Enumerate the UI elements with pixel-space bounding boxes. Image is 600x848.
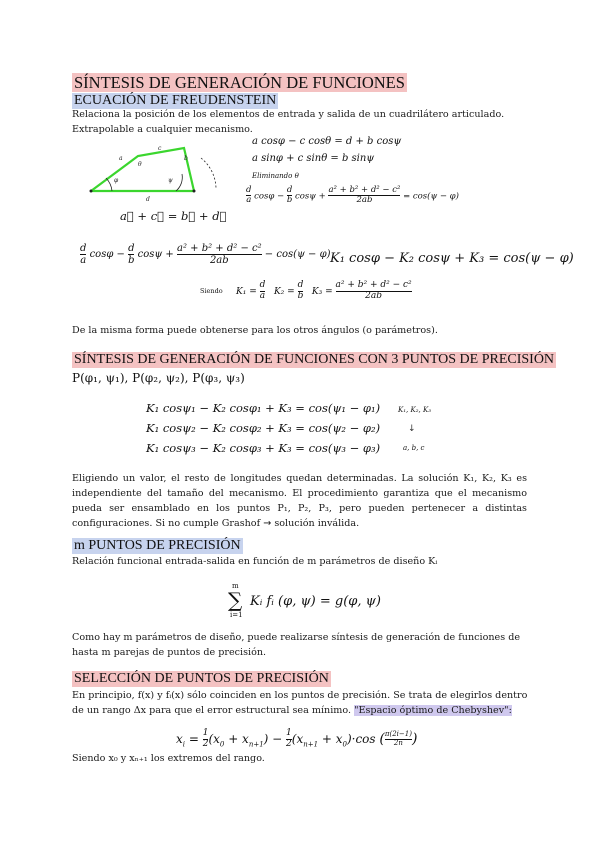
x-projection-equation: a cosφ − c cosθ = d + b cosψ [252, 136, 402, 147]
k3-numerator: a² + b² + d² − c² [335, 280, 412, 290]
section-heading-m-points: m PUNTOS DE PRECISIÓN [74, 538, 241, 553]
svg-text:b: b [184, 155, 188, 162]
system-equation-2: K₁ cosψ₂ − K₂ cosφ₂ + K₃ = cos(ψ₂ − φ₂) [146, 421, 381, 435]
svg-text:φ: φ [114, 177, 119, 184]
elimination-note: Eliminando θ [252, 172, 299, 180]
summation-icon: ∑ [228, 588, 243, 612]
small-fraction-denominator: 2ab [328, 195, 400, 205]
svg-text:a: a [119, 155, 123, 162]
side-note-unknowns: K₁, K₂, K₃ [398, 406, 432, 414]
three-points-paragraph-text: Eligiendo un valor, el resto de longitudes quedan determinadas. La solución K₁, K₂, K₃ es independiente del tamaño del mecanismo. El procedimiento garantiza que el mecanismo pueda ser ensamblado en los puntos P₁, P₂, P₃, pero pueden pertenecer a distintas configuraciones. Si no cumple Grashof [72, 473, 527, 529]
m-points-closing: Como hay m parámetros de diseño, puede realizarse síntesis de generación de funciones de hasta m parejas de puntos de precisión. [72, 632, 521, 658]
k-definitions: K₁ = $\frac{d}{a}$ K₂ = $\frac{d}{b}$ K₃ = $\frac{\text{a² + b² + d² − c²}}{2ab}$ [236, 280, 412, 301]
three-points-paragraph-end: solución inválida. [274, 518, 360, 529]
downward-arrow-icon: ↓ [408, 424, 416, 434]
page-title: SÍNTESIS DE GENERACIÓN DE FUNCIONES [74, 73, 405, 92]
section-heading-selection: SELECCIÓN DE PUNTOS DE PRECISIÓN [74, 671, 329, 686]
selection-closing: Siendo x₀ y xₙ₊₁ los extremos del rango. [72, 753, 265, 764]
svg-text:θ: θ [138, 161, 142, 168]
svg-text:d: d [146, 196, 150, 203]
implies-arrow-icon: → [263, 518, 272, 529]
sum-upper-limit: m [232, 582, 239, 590]
m-points-intro: Relación funcional entrada-salida en función de m parámetros de diseño Kᵢ [72, 556, 438, 567]
three-points-paragraph [72, 471, 527, 531]
siendo-label: Siendo [200, 287, 223, 295]
section-heading-three-points: SÍNTESIS DE GENERACIÓN DE FUNCIONES CON 3 PUNTOS DE PRECISIÓN [74, 352, 555, 367]
fraction-numerator: a² + b² + d² − c² [177, 243, 262, 254]
side-note-lengths: a, b, c [403, 444, 425, 452]
section-intro-freudenstein: Relaciona la posición de los elementos de entrada y salida de un cuadrilátero articulado. Extrapolable a cualquier mecanismo. [72, 109, 505, 135]
section-heading-freudenstein: ECUACIÓN DE FREUDENSTEIN [74, 93, 277, 108]
y-projection-equation: a sinφ + c sinθ = b sinψ [252, 153, 375, 164]
four-bar-linkage-diagram [86, 138, 246, 218]
freudenstein-small-equation: $\frac{d}{a}$ cosφ − $\frac{d}{b}$ cosψ + $\frac{\text{a² + b² + d² − c²}}{2ab}$ = cos(ψ − φ) [246, 185, 459, 206]
chebyshev-highlight: "Espacio óptimo de Chebyshev": [354, 705, 512, 716]
selection-paragraph [72, 688, 532, 718]
section-closing-freudenstein: De la misma forma puede obtenerse para los otros ángulos (o parámetros). [72, 325, 438, 336]
k3-denominator: 2ab [336, 291, 412, 302]
system-equation-1: K₁ cosψ₁ − K₂ cosφ₁ + K₃ = cos(ψ₁ − φ₁) [146, 401, 381, 415]
svg-text:c: c [158, 145, 162, 152]
sum-body: Kᵢ fᵢ (φ, ψ) = g(φ, ψ) [250, 594, 381, 609]
vector-closure-equation: a⃗ + c⃗ = b⃗ + d⃗ [120, 209, 227, 223]
chebyshev-formula: $x_i$ = $\frac{1}{2}$ $(x_0 + x_{n+1})$ − $\frac{1}{2}$ $(x_{n+1} + x_0)\cdot\cos$ ( $\frac{\pi(2i-1)}{2n}$ ) [176, 728, 418, 749]
system-equation-3: K₁ cosψ₃ − K₂ cosφ₃ + K₃ = cos(ψ₃ − φ₃) [146, 441, 381, 455]
fraction-denominator: 2ab [177, 254, 262, 266]
sum-lower-limit: i=1 [230, 611, 243, 619]
small-fraction-numerator: a² + b² + d² − c² [328, 185, 401, 195]
precision-points: P(φ₁, ψ₁), P(φ₂, ψ₂), P(φ₃, ψ₃) [72, 371, 245, 385]
selection-paragraph-text: En principio, f(x) y fᵢ(x) sólo coinciden en los puntos de precisión. Se trata de elegirlos dentro de un rango Δx para que el error estructural sea mínimo. [72, 690, 528, 716]
freudenstein-k-form: K₁ cosφ − K₂ cosψ + K₃ = cos(ψ − φ) [330, 251, 574, 266]
svg-text:ψ: ψ [168, 177, 173, 184]
freudenstein-equation: $\frac{d}{a}$ cosφ − $\frac{d}{b}$ cosψ + $\frac{\text{a² + b² + d² − c²}}{2ab}$ − cos(ψ − φ) [80, 243, 331, 266]
